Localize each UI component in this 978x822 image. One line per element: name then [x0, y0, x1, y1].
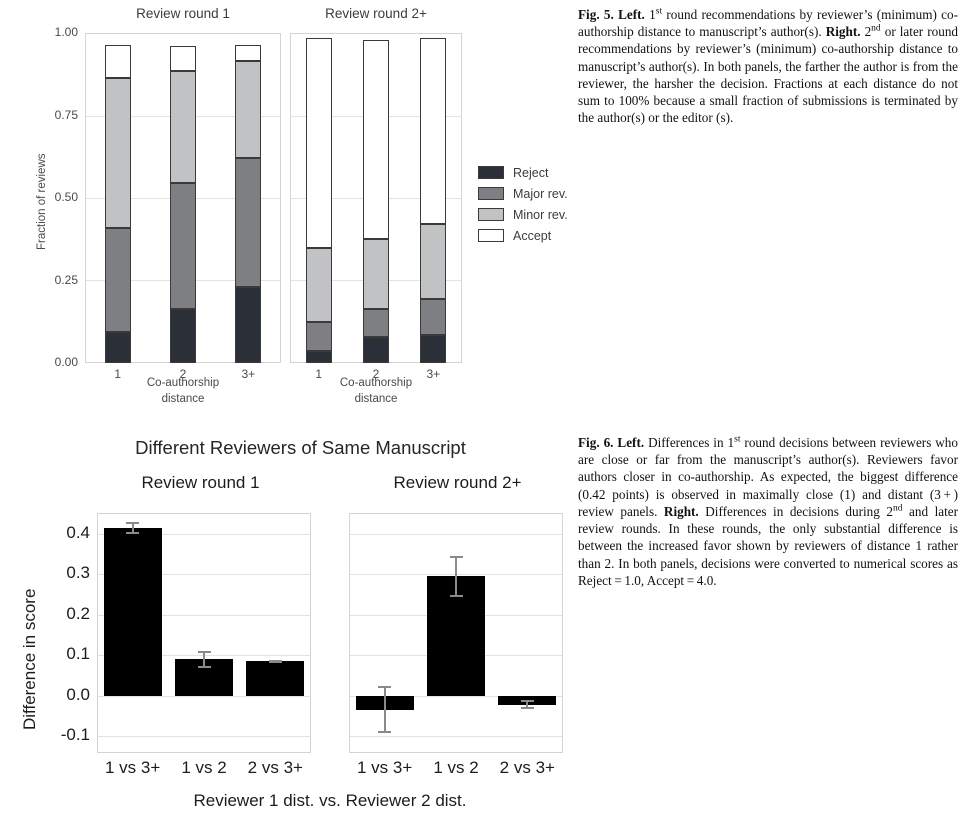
bar-segment-minor-rev	[235, 61, 261, 158]
error-bar-cap	[378, 686, 391, 688]
x-tick-label: 1 vs 2	[433, 758, 479, 777]
fig5-right-panel-title: Review round 2+	[325, 6, 427, 21]
error-bar-line	[455, 556, 457, 596]
fig5-left-x-axis-title-line2: distance	[161, 393, 205, 405]
fig5-left-x-axis-title-line1: Co-authorship	[146, 377, 220, 389]
bar-segment-major-rev	[306, 322, 332, 352]
stacked-bar	[420, 33, 446, 363]
error-bar-cap	[521, 700, 534, 702]
bar-segment-reject	[306, 351, 332, 363]
y-tick-label: 0.75	[54, 107, 78, 122]
legend-label: Reject	[513, 165, 549, 180]
error-bar-cap	[198, 651, 211, 653]
y-tick-label: -0.1	[60, 725, 90, 745]
fig6-x-axis-title: Reviewer 1 dist. vs. Reviewer 2 dist.	[193, 791, 467, 810]
error-bar-line	[384, 686, 386, 733]
y-tick-label: 0.1	[66, 644, 90, 664]
stacked-bar	[105, 33, 131, 363]
y-tick-label: 0.4	[66, 523, 90, 542]
stacked-bar	[306, 33, 332, 363]
fig6-caption: Fig. 6. Left. Differences in 1st round decisions between reviewers who are close or far from the manuscript’s author(s). Reviewers favor authors closer in co-authorship. As expected, the biggest difference (0.42 points) is observed in maximally close (1) and distant (3 + ) review panels. Right. Differences in decisions during 2nd and later review rounds. In these rounds, the only substantial difference is between the increased favor shown by reviewers of distance 1 rather than 2. In both panels, decisions were converted to numerical scores as Reject = 1.0, Accept = 4.0.	[578, 434, 958, 588]
bar-segment-minor-rev	[306, 248, 332, 322]
error-bar-cap	[198, 666, 211, 668]
bar-segment-major-rev	[105, 228, 131, 332]
error-bar-cap	[269, 661, 282, 663]
legend-swatch	[478, 187, 504, 200]
fig6-right-panel-title: Review round 2+	[393, 473, 522, 492]
fig6-left-panel-title: Review round 1	[141, 473, 260, 492]
bar-segment-accept	[363, 40, 389, 240]
error-bar-cap	[126, 532, 139, 534]
bar	[104, 528, 162, 696]
x-tick-label: 1 vs 3+	[357, 758, 413, 777]
bar-segment-reject	[363, 337, 389, 363]
error-bar-cap	[521, 707, 534, 709]
x-tick-label: 1	[315, 367, 322, 381]
bar-segment-minor-rev	[105, 78, 131, 228]
fig5-right-x-axis-title-line2: distance	[354, 393, 398, 405]
stacked-bar	[363, 33, 389, 363]
x-tick-label: 2 vs 3+	[247, 758, 303, 777]
bar-segment-major-rev	[170, 183, 196, 308]
legend-item	[478, 225, 568, 246]
legend-swatch	[478, 166, 504, 179]
legend-label: Major rev.	[513, 186, 568, 201]
bar-segment-minor-rev	[363, 239, 389, 308]
y-tick-label: 0.2	[66, 603, 90, 623]
y-tick-label: 0.0	[66, 684, 90, 704]
bar-segment-minor-rev	[170, 71, 196, 183]
bar	[246, 661, 304, 695]
legend-swatch	[478, 208, 504, 221]
fig5-left-panel-title: Review round 1	[136, 6, 230, 21]
y-tick-label: 0.50	[54, 190, 78, 204]
y-tick-label: 0.00	[54, 355, 78, 369]
fig5-right-x-axis-title-line1: Co-authorship	[339, 377, 413, 389]
legend-item	[478, 204, 568, 225]
y-tick-label: 1.00	[54, 25, 78, 39]
bar-segment-major-rev	[420, 299, 446, 335]
legend-swatch	[478, 229, 504, 242]
x-tick-label: 3+	[426, 367, 441, 381]
bar-segment-accept	[170, 46, 196, 71]
x-tick-label: 2 vs 3+	[499, 758, 555, 777]
fig5-caption: Fig. 5. Left. 1st round recommendations by reviewer’s (minimum) co-authorship distance to manuscript’s author(s). Right. 2nd or later round recommendations by reviewer’s (minimum) co-authorship distance to manuscript’s author(s). In both panels, the farther the author is from the reviewer, the harsher the decision. Fractions at each distance do not sum to 100% because a small fraction of submissions is terminated by the author(s) or the editor (s).	[578, 6, 959, 126]
fig5-y-axis-title: Fraction of reviews	[36, 153, 48, 250]
error-bar-cap	[450, 556, 463, 558]
x-tick-label: 2	[179, 367, 187, 381]
fig6-y-axis-title: Difference in score	[20, 588, 39, 730]
fig6-main-title: Different Reviewers of Same Manuscript	[135, 437, 466, 458]
fig5-legend	[478, 162, 568, 246]
gridline	[350, 534, 562, 535]
bar-segment-accept	[235, 45, 261, 62]
x-tick-label: 3+	[241, 367, 256, 381]
bar-segment-major-rev	[363, 309, 389, 337]
bar-segment-major-rev	[235, 158, 261, 287]
bar-segment-reject	[105, 332, 131, 363]
stacked-bar	[170, 33, 196, 363]
legend-item	[478, 183, 568, 204]
bar-segment-minor-rev	[420, 224, 446, 298]
bar-segment-accept	[420, 38, 446, 224]
x-tick-label: 1 vs 2	[181, 758, 227, 777]
gridline	[350, 736, 562, 737]
y-tick-label: 0.25	[54, 272, 78, 287]
error-bar-cap	[450, 595, 463, 597]
bar-segment-reject	[420, 335, 446, 363]
bar-segment-reject	[235, 287, 261, 363]
x-tick-label: 1 vs 3+	[105, 758, 161, 777]
legend-item	[478, 162, 568, 183]
bar-segment-accept	[105, 45, 131, 78]
x-tick-label: 1	[114, 367, 121, 381]
error-bar-cap	[126, 522, 139, 524]
stacked-bar	[235, 33, 261, 363]
gridline	[98, 696, 310, 697]
legend-label: Minor rev.	[513, 207, 568, 222]
x-tick-label: 2	[372, 367, 380, 381]
error-bar-cap	[378, 731, 391, 733]
y-tick-label: 0.3	[66, 563, 90, 583]
bar-segment-reject	[170, 309, 196, 363]
gridline	[98, 736, 310, 737]
bar-segment-accept	[306, 38, 332, 248]
legend-label: Accept	[513, 228, 552, 243]
